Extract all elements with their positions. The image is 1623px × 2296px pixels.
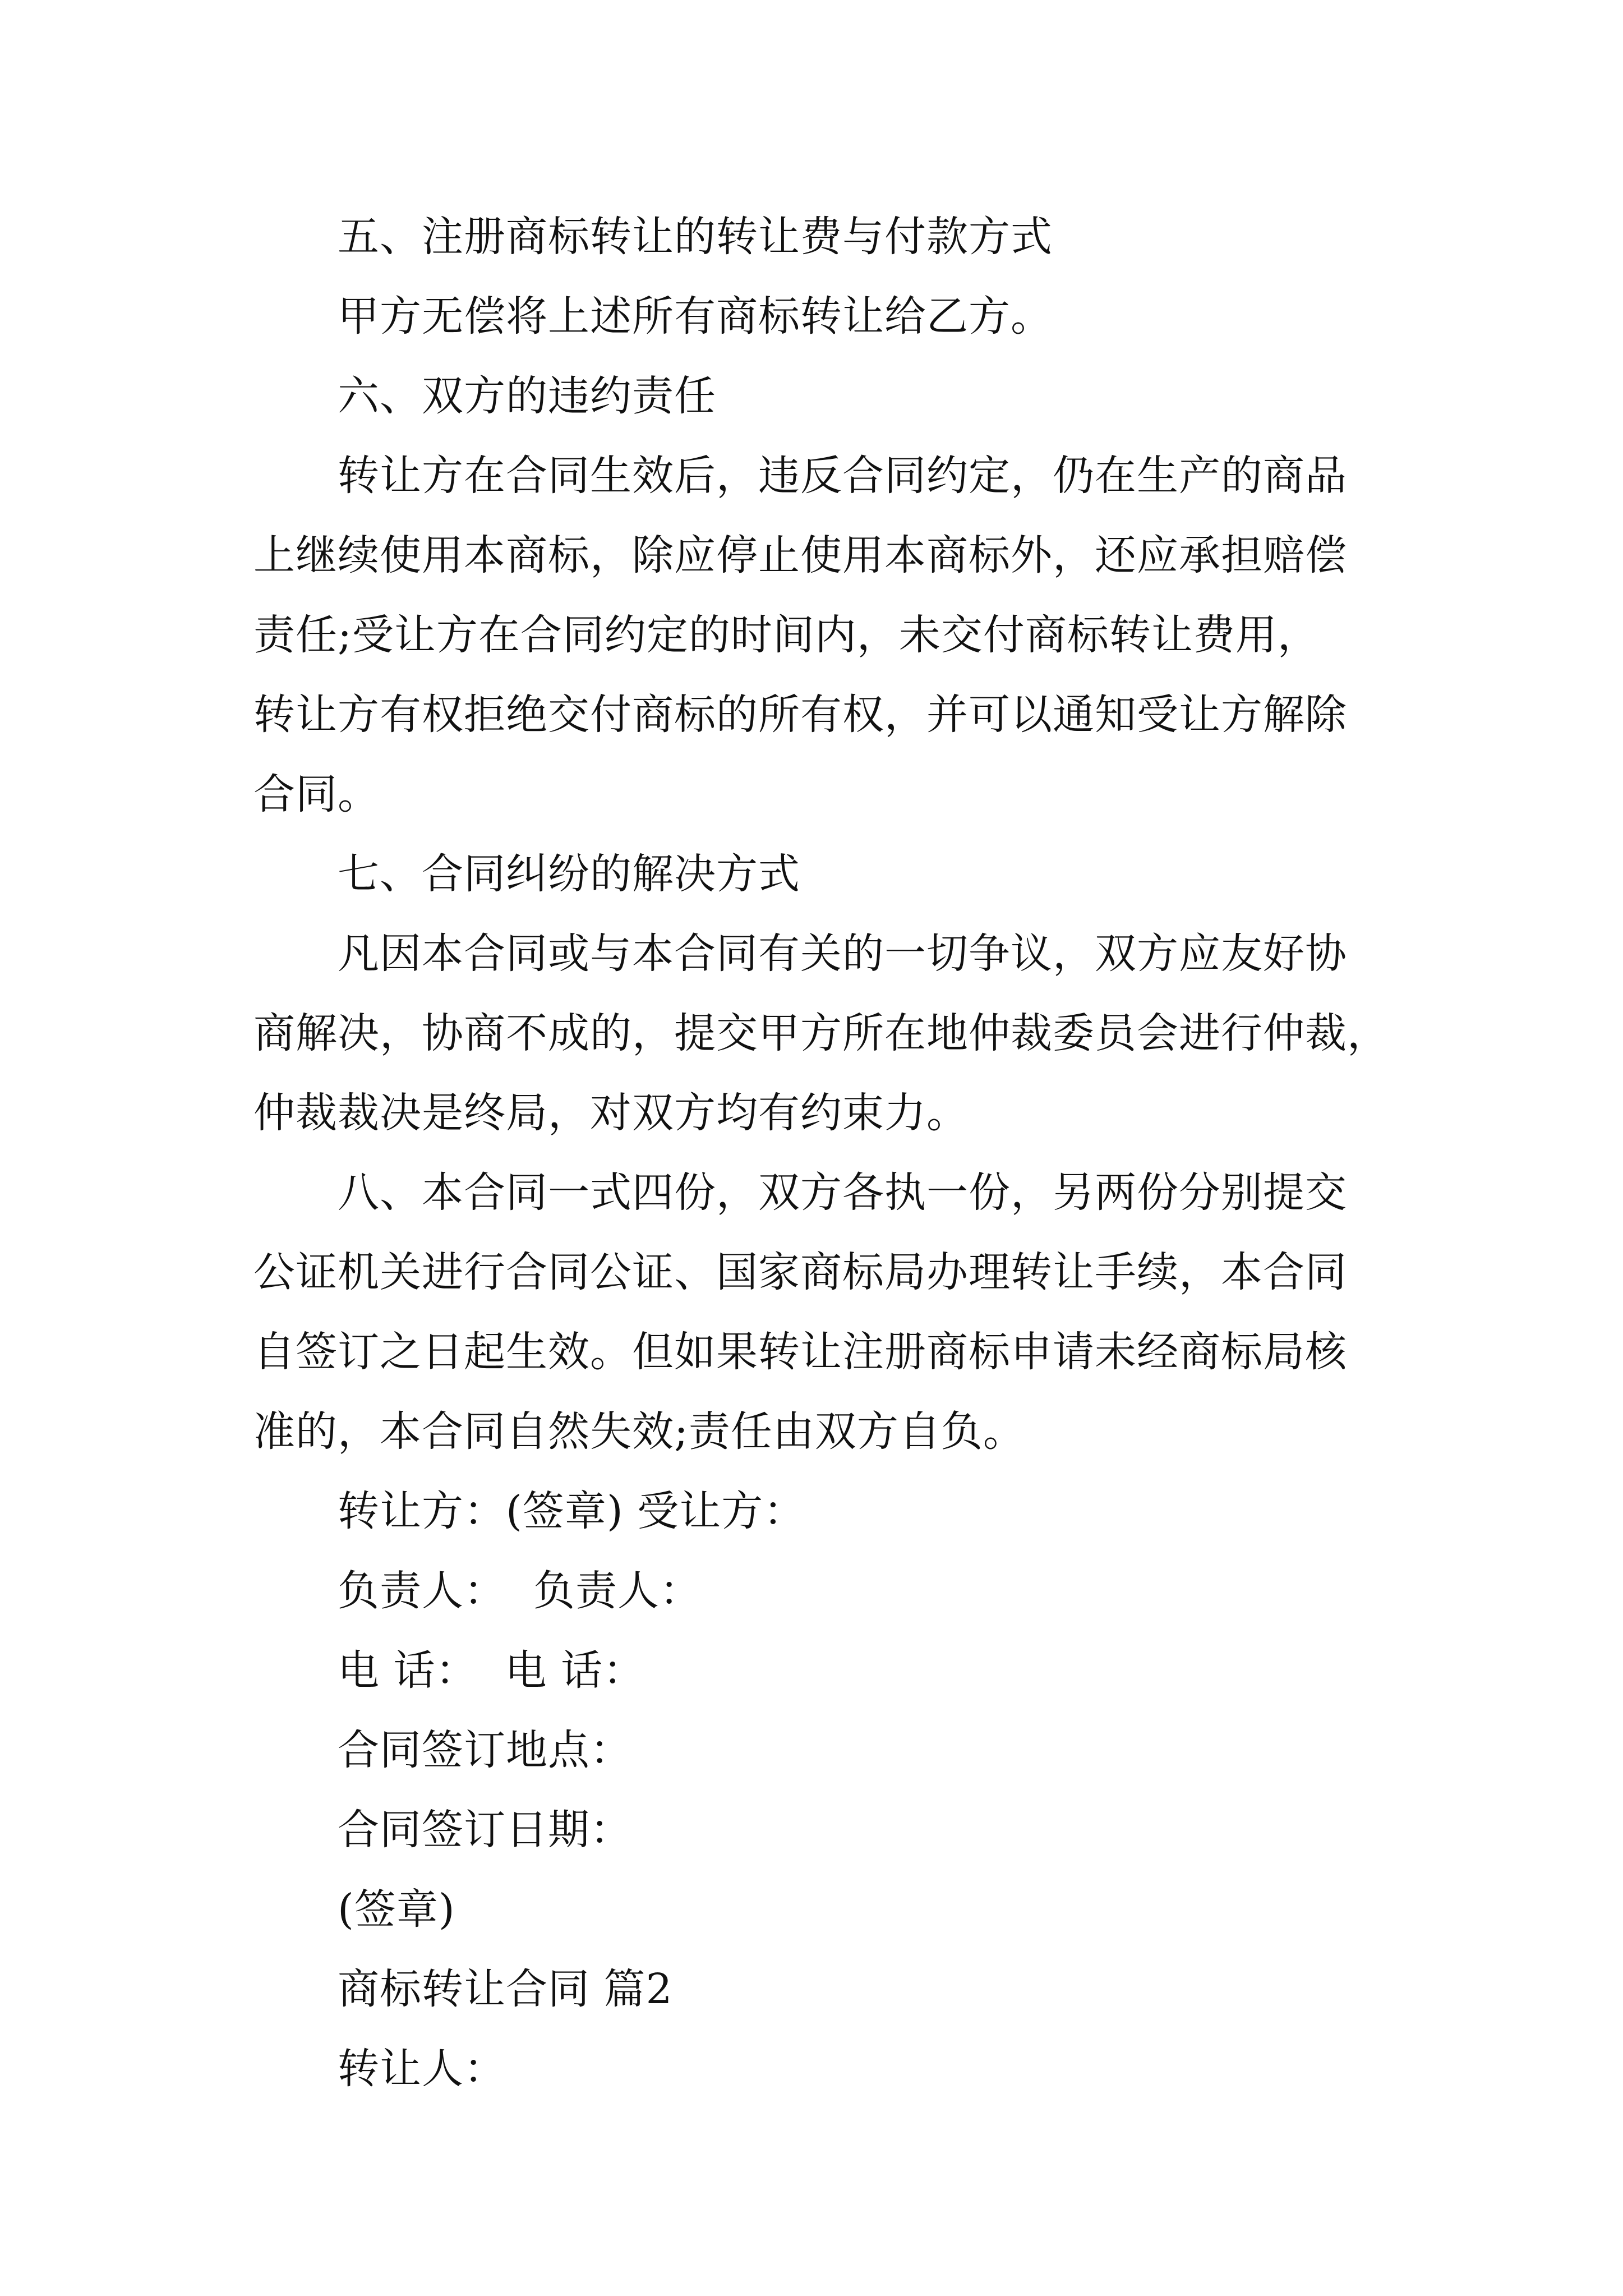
signature-responsible: 负责人： 负责人： <box>338 1567 702 1615</box>
section-7-line-3: 仲裁裁决是终局，对双方均有约束力。 <box>253 1089 969 1137</box>
signature-seal: (签章) <box>338 1885 455 1934</box>
section-7-heading: 七、合同纠纷的解决方式 <box>338 850 800 898</box>
section-8-line-3: 自签订之日起生效。但如果转让注册商标申请未经商标局核 <box>253 1328 1347 1376</box>
signature-date: 合同签订日期： <box>338 1806 632 1854</box>
section-5-text: 甲方无偿将上述所有商标转让给乙方。 <box>338 292 1053 341</box>
section-8-line-2: 公证机关进行合同公证、国家商标局办理转让手续，本合同 <box>253 1248 1347 1296</box>
section-7-line-2: 商解决，协商不成的，提交甲方所在地仲裁委员会进行仲裁， <box>253 1009 1389 1057</box>
section-6-heading: 六、双方的违约责任 <box>338 372 716 420</box>
next-contract-transferor: 转让人： <box>338 2045 506 2093</box>
section-6-line-5: 合同。 <box>253 770 380 818</box>
next-contract-title: 商标转让合同 篇2 <box>338 1965 673 2013</box>
signature-parties: 转让方：(签章) 受让方： <box>338 1487 806 1535</box>
section-6-line-1: 转让方在合同生效后，违反合同约定，仍在生产的商品 <box>338 452 1347 500</box>
section-8-line-1: 八、本合同一式四份，双方各执一份，另两份分别提交 <box>338 1168 1347 1217</box>
signature-place: 合同签订地点： <box>338 1726 632 1774</box>
section-7-line-1: 凡因本合同或与本合同有关的一切争议，双方应友好协 <box>338 930 1347 978</box>
section-6-line-3: 责任;受让方在合同约定的时间内，未交付商标转让费用， <box>253 611 1320 659</box>
section-8-line-4: 准的，本合同自然失效;责任由双方自负。 <box>253 1407 1025 1456</box>
section-5-heading: 五、注册商标转让的转让费与付款方式 <box>338 213 1053 261</box>
signature-phone: 电 话： 电 话： <box>338 1646 645 1695</box>
section-6-line-2: 上继续使用本商标，除应停止使用本商标外，还应承担赔偿 <box>253 531 1347 579</box>
section-6-line-4: 转让方有权拒绝交付商标的所有权，并可以通知受让方解除 <box>253 691 1347 739</box>
